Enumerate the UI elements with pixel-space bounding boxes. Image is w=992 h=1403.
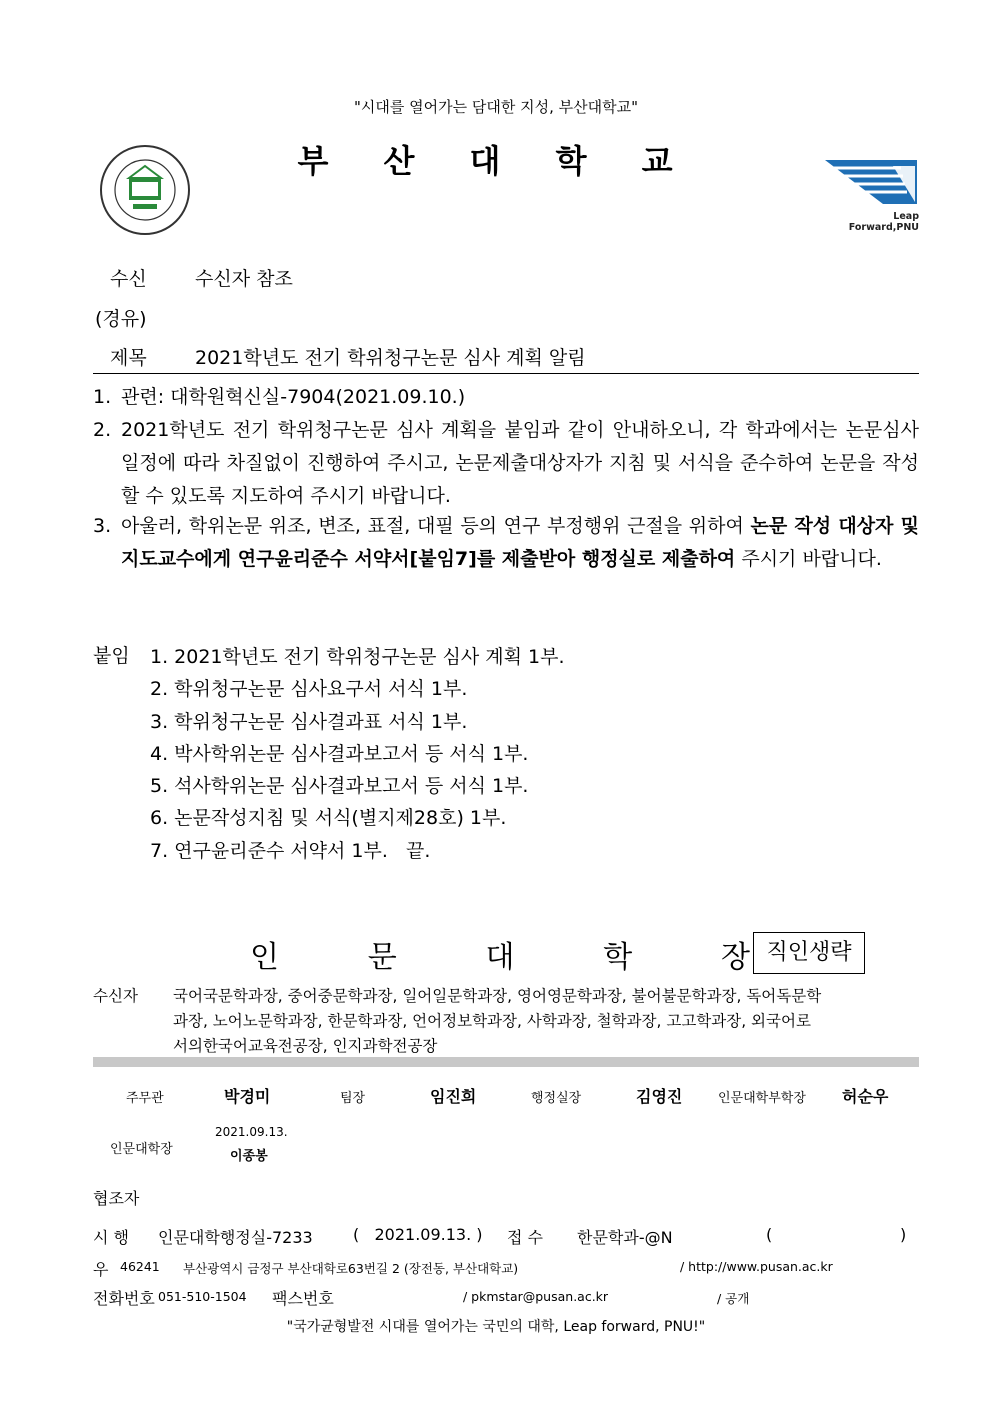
approver-role: 주무관 [126, 1091, 164, 1106]
approver-name: 김영진 [636, 1087, 683, 1106]
separator-bar [93, 1057, 919, 1067]
header-slogan: "시대를 열어가는 담대한 지성, 부산대학교" [354, 98, 638, 116]
recipient-value: 수신자 참조 [195, 268, 293, 290]
attachment-item: 2. 학위청구논문 심사요구서 서식 1부. [150, 678, 468, 701]
recipient-label: 수신 [110, 268, 147, 290]
paragraph-text: 관련: 대학원혁신실-7904(2021.09.10.) [121, 386, 466, 408]
leap-logo-caption: Leap Forward,PNU [848, 211, 919, 233]
sender-char: 대 [485, 940, 515, 975]
receipt-paren-close: ) [900, 1225, 907, 1244]
disclosure-status: / 공개 [717, 1291, 750, 1306]
recipients-label: 수신자 [93, 987, 138, 1005]
sender-char: 인 [250, 940, 279, 975]
approver-name: 임진희 [430, 1087, 477, 1106]
paragraph-number: 2. [93, 419, 112, 441]
sender-char: 문 [367, 940, 397, 975]
document-title: 부 산 대 학 교 [297, 142, 695, 180]
subject-value: 2021학년도 전기 학위청구논문 심사 계획 알림 [195, 347, 586, 369]
paragraph-number: 3. [93, 515, 112, 537]
approver-role: 인문대학부학장 [718, 1091, 806, 1106]
recipients-line: 과장, 노어노문학과장, 한문학과장, 언어정보학과장, 사학과장, 철학과장, 고고학과장, 외국어로 [173, 1012, 811, 1030]
paragraph-number: 1. [93, 386, 112, 408]
paragraph-text-bold: 논문 작성 대상자 및 지도교수에게 연구윤리준수 서약서[붙임7]를 제출받아 행정실로 제출하여 [121, 515, 919, 570]
attachments-label: 붙임 [93, 645, 130, 667]
email[interactable]: / pkmstar@pusan.ac.kr [463, 1289, 609, 1304]
execution-date: ( 2021.09.13. ) [353, 1225, 483, 1244]
postal-code: 46241 [120, 1259, 160, 1274]
footer-slogan: "국가균형발전 시대를 열어가는 국민의 대학, Leap forward, PNU!" [286, 1319, 706, 1335]
execution-number: 인문대학행정실-7233 [158, 1228, 313, 1247]
recipients-list [173, 984, 923, 1059]
receipt-number: 한문학과-@N [577, 1228, 673, 1247]
phone-number: 051-510-1504 [158, 1289, 247, 1304]
via-label: (경유) [95, 308, 147, 330]
final-approval-date: 2021.09.13. [215, 1125, 288, 1139]
address: 부산광역시 금정구 부산대학로63번길 2 (장전동, 부산대학교) [183, 1261, 519, 1276]
divider-line [93, 373, 919, 374]
attachment-item: 3. 학위청구논문 심사결과표 서식 1부. [150, 710, 468, 733]
recipients-line: 국어국문학과장, 중어중문학과장, 일어일문학과장, 영어영문학과장, 불어불문학과장, 독어독문학 [173, 987, 822, 1005]
subject-label: 제목 [110, 347, 147, 369]
paragraph-3 [93, 510, 919, 576]
receipt-label: 접 수 [507, 1228, 543, 1247]
paragraph-text-b: 주시기 바랍니다. [735, 548, 882, 570]
sender-char: 학 [603, 940, 633, 975]
attachment-item: 7. 연구윤리준수 서약서 1부. 끝. [150, 839, 431, 862]
paragraph-1 [93, 381, 919, 414]
approver-role: 행정실장 [531, 1091, 582, 1106]
execution-label: 시 행 [93, 1228, 129, 1247]
final-approver-name: 이종봉 [230, 1149, 268, 1164]
approver-name: 박경미 [224, 1087, 271, 1106]
paragraph-2 [93, 414, 919, 513]
website[interactable]: / http://www.pusan.ac.kr [680, 1259, 833, 1274]
postal-label: 우 [93, 1260, 109, 1279]
attachment-item: 1. 2021학년도 전기 학위청구논문 심사 계획 1부. [150, 646, 565, 668]
phone-label: 전화번호 [93, 1289, 155, 1308]
cooperator-label: 협조자 [93, 1189, 140, 1208]
final-approver-role: 인문대학장 [110, 1142, 173, 1157]
attachment-item: 5. 석사학위논문 심사결과보고서 등 서식 1부. [150, 775, 529, 798]
sender-char: 장 [721, 940, 750, 975]
leap-forward-logo [823, 158, 919, 233]
receipt-paren-open: ( [766, 1225, 773, 1244]
approver-role: 팀장 [340, 1091, 366, 1106]
paragraph-text [121, 510, 919, 576]
attachments-list [150, 641, 565, 867]
paragraph-text: 2021학년도 전기 학위청구논문 심사 계획을 붙임과 같이 안내하오니, 각 학과에서는 논문심사 일정에 따라 차질없이 진행하여 주시고, 논문제출대상자가 지침 및 서식을 준수하여 논문을 작성 할 수 있도록 지도하여 주시기 바랍니다. [121, 419, 919, 507]
attachment-item: 4. 박사학위논문 심사결과보고서 등 서식 1부. [150, 742, 529, 765]
seal-omitted-stamp: 직인생략 [753, 932, 865, 974]
recipients-line: 서의한국어교육전공장, 인지과학전공장 [173, 1037, 438, 1055]
fax-label: 팩스번호 [272, 1289, 334, 1308]
sender-name [250, 932, 750, 976]
paragraph-text-a: 아울러, 학위논문 위조, 변조, 표절, 대필 등의 연구 부정행위 근절을 위하여 [121, 515, 751, 537]
attachment-item: 6. 논문작성지침 및 서식(별지제28호) 1부. [150, 807, 507, 830]
approver-name: 허순우 [842, 1087, 889, 1106]
